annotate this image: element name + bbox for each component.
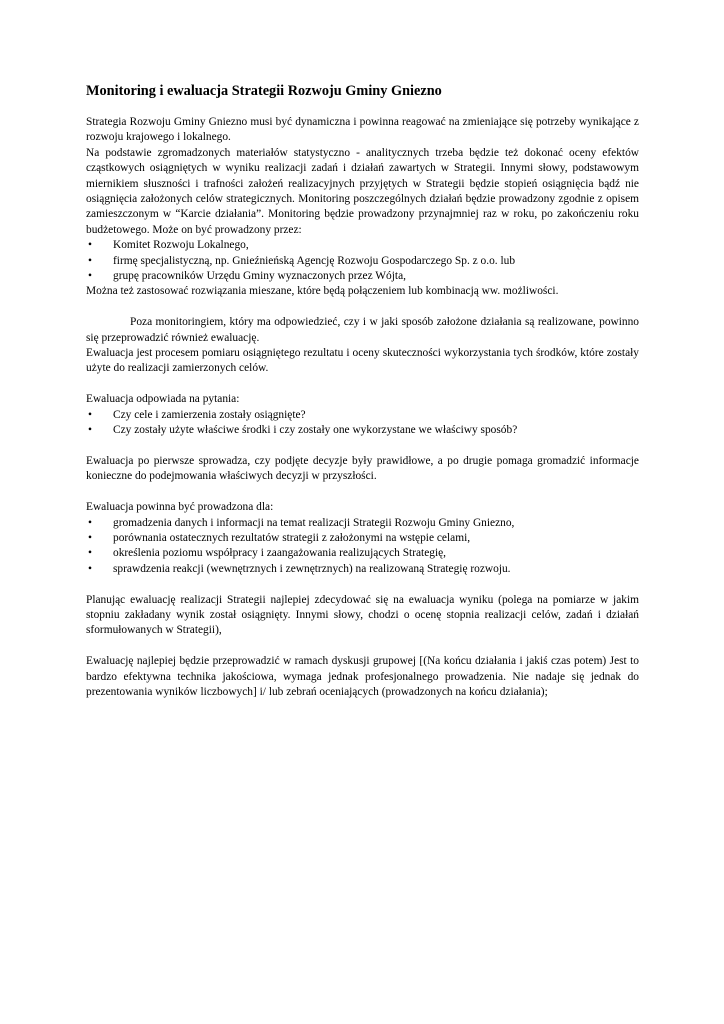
list-item: • określenia poziomu współpracy i zaangażowania realizujących Strategię, [86,546,639,561]
evaluation-intro-paragraph: Poza monitoringiem, który ma odpowiedzieć, czy i w jaki sposób założone działania są realizowane, powinno się przeprowadzić również ewaluację. [86,316,639,344]
evaluation-purpose-paragraph: Ewaluacja po pierwsze sprowadza, czy podjęte decyzje były prawidłowe, a po drugie pomaga gromadzić informacje konieczne do podejmowania właściwych decyzji w przyszłości. [86,454,639,483]
monitoring-list [86,238,639,284]
questions-intro: Ewaluacja odpowiada na pytania: [86,393,240,406]
bullet-icon: • [88,239,92,252]
planning-paragraph: Planując ewaluację realizacji Strategii najlepiej zdecydować się na ewaluacja wyniku (polega na pomiarze w jakim stopniu zakładany wynik został osiągnięty. Innymi słowy, chodzi o ocenę stopnia realizacji celów, zadań i działań sformułowanych w Strategii), [86,593,639,637]
group-discussion-paragraph: Ewaluację najlepiej będzie przeprowadzić w ramach dyskusji grupowej [(Na końcu działania i jakiś czas potem) Jest to bardzo efektywna technika jakościowa, wymaga jednak profesjonalnego prowadzenia. Nie nadaje się jednak do prezentowania wyników liczbowych] i/ lub zebrań oceniających (prowadzonych na końcu działania); [86,655,639,698]
list-item: • Czy cele i zamierzenia zostały osiągnięte? [86,408,639,423]
bullet-icon: • [88,408,92,421]
bullet-icon: • [88,562,92,575]
list-item: • Komitet Rozwoju Lokalnego, [86,238,639,253]
list-item: • grupę pracowników Urzędu Gminy wyznaczonych przez Wójta, [86,269,639,284]
page-title: Monitoring i ewaluacja Strategii Rozwoju Gminy Gniezno [86,83,442,99]
bullet-icon: • [88,254,92,267]
document-body [86,82,639,700]
bullet-icon: • [88,531,92,544]
bullet-icon: • [88,424,92,437]
list-item: • Czy zostały użyte właściwe środki i czy zostały one wykorzystane we właściwy sposób? [86,423,639,438]
list-item: • gromadzenia danych i informacji na temat realizacji Strategii Rozwoju Gminy Gniezno, [86,516,639,531]
purposes-intro: Ewaluacja powinna być prowadzona dla: [86,501,274,514]
purposes-list [86,516,639,578]
list-item: • firmę specjalistyczną, np. Gnieźnieńską Agencję Rozwoju Gospodarczego Sp. z o.o. lub [86,254,639,269]
evaluation-definition-paragraph: Ewaluacja jest procesem pomiaru osiągniętego rezultatu i oceny skuteczności wykorzystania tych środków, które zostały użyte do realizacji zamierzonych celów. [86,347,639,375]
list-item: • porównania ostatecznych rezultatów strategii z założonymi na wstępie celami, [86,531,639,546]
intro-paragraph: Strategia Rozwoju Gminy Gniezno musi być dynamiczna i powinna reagować na zmieniające się potrzeby wynikające z rozwoju krajowego i lokalnego. [86,116,639,144]
bullet-icon: • [88,516,92,529]
questions-list [86,408,639,439]
monitoring-paragraph: Na podstawie zgromadzonych materiałów statystyczno - analitycznych trzeba będzie też dokonać oceny efektów cząstkowych osiągniętych w wyniku realizacji zadań i działań zawartych w Strategii. Innymi słowy, podstawowym miernikiem słuszności i trafności założeń realizacyjnych przyjętych w Strategii będzie stopień osiągnięcia bądź nie osiągnięcia założonych celów strategicznych. Monitoring poszczególnych działań będzie prowadzony zgodnie z opisem zamieszczonym w “Karcie działania”. Monitoring będzie prowadzony przynajmniej raz w roku, po zakończeniu roku budżetowego. Może on być prowadzony przez: [86,146,639,236]
mixed-solutions-paragraph: Można też zastosować rozwiązania mieszane, które będą połączeniem lub kombinacją ww. możliwości. [86,285,559,298]
bullet-icon: • [88,547,92,560]
bullet-icon: • [88,270,92,283]
list-item: • sprawdzenia reakcji (wewnętrznych i zewnętrznych) na realizowaną Strategię rozwoju. [86,562,639,577]
